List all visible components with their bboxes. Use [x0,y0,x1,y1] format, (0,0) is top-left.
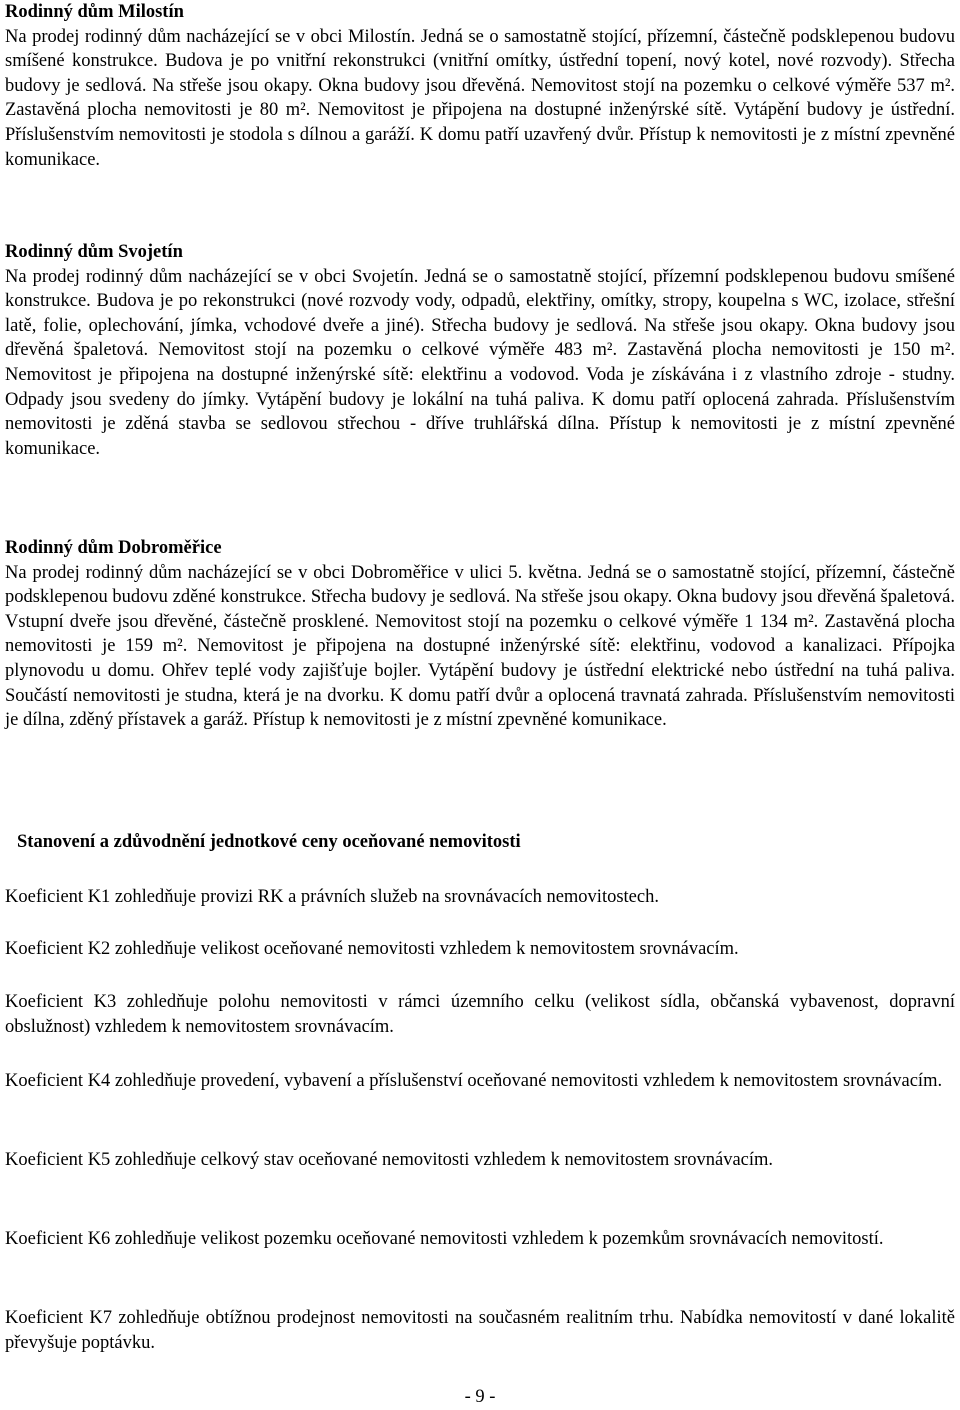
section-svojetin [5,240,955,461]
section-dobromerice [5,536,955,733]
section-body: Na prodej rodinný dům nacházející se v obci Milostín. Jedná se o samostatně stojící, přízemní, částečně podsklepenou budovu smíšené konstrukce. Budova je po vnitřní rekonstrukci (vnitřní omítky, ústřední topení, nový kotel, nové rozvody). Střecha budovy je sedlová. Na střeše jsou okapy. Okna budovy jsou dřevěná. Nemovitost stojí na pozemku o celkové výměře 537 m². Zastavěná plocha nemovitosti je 80 m². Nemovitost je připojena na dostupné inženýrské sítě. Vytápění budovy je ústřední. Příslušenstvím nemovitosti je stodola s dílnou a garáží. K domu patří uzavřený dvůr. Přístup k nemovitosti je z místní zpevněné komunikace. [5,26,955,170]
section-milostin [5,0,955,172]
pricing-heading: Stanovení a zdůvodnění jednotkové ceny oceňované nemovitosti [17,832,521,852]
coefficient-k4: Koeficient K4 zohledňuje provedení, vybavení a příslušenství oceňované nemovitosti vzhledem k nemovitostem srovnávacím. [5,1071,943,1091]
coefficient-k2: Koeficient K2 zohledňuje velikost oceňované nemovitosti vzhledem k nemovitostem srovnávacím. [5,939,739,959]
section-body: Na prodej rodinný dům nacházející se v obci Dobroměřice v ulici 5. května. Jedná se o samostatně stojící, přízemní, částečně podsklepenou budovu zděné konstrukce. Střecha budovy je sedlová. Na střeše jsou okapy. Okna budovy jsou dřevěná špaletová. Vstupní dveře jsou dřevěné, částečně prosklené. Nemovitost stojí na pozemku o celkové výměře 1 134 m². Zastavěná plocha nemovitosti je 159 m². Nemovitost je připojena na dostupné inženýrské sítě: elektřinu, vodovod a kanalizaci. Přípojka plynovodu u domu. Ohřev teplé vody zajišťuje bojler. Vytápění budovy je ústřední elektrické nebo ústřední na tuhá paliva. Součástí nemovitosti je studna, která je na dvorku. K domu patří dvůr a oplocená travnatá zahrada. Příslušenstvím nemovitosti je dílna, zděný přístavek a garáž. Přístup k nemovitosti je z místní zpevněné komunikace. [5,562,955,731]
section-body: Na prodej rodinný dům nacházející se v obci Svojetín. Jedná se o samostatně stojící, přízemní podsklepenou budovu smíšené konstrukce. Budova je po rekonstrukci (nové rozvody vody, odpadů, elektřiny, omítky, stropy, koupelna s WC, izolace, střešní latě, folie, oplechování, jímka, vchodové dveře a jiné). Střecha budovy je sedlová. Na střeše jsou okapy. Okna budovy jsou dřevěná špaletová. Nemovitost stojí na pozemku o celkové výměře 483 m². Zastavěná plocha nemovitosti je 150 m². Nemovitost je připojena na dostupné inženýrské sítě: elektřinu a vodovod. Voda je získávána i z vlastního zdroje - studny. Odpady jsou svedeny do jímky. Vytápění budovy je lokální na tuhá paliva. K domu patří oplocená zahrada. Příslušenstvím nemovitosti je zděná stavba se sedlovou střechou - dříve truhlářská dílna. Přístup k nemovitosti je z místní zpevněné komunikace. [5,266,955,459]
section-title: Rodinný dům Svojetín [5,242,183,262]
section-title: Rodinný dům Milostín [5,2,184,22]
coefficient-k3: Koeficient K3 zohledňuje polohu nemovitosti v rámci územního celku (velikost sídla, občanská vybavenost, dopravní obslužnost) vzhledem k nemovitostem srovnávacím. [5,992,955,1037]
coefficient-k6: Koeficient K6 zohledňuje velikost pozemku oceňované nemovitosti vzhledem k pozemkům srovnávacích nemovitostí. [5,1229,884,1249]
coefficient-k5: Koeficient K5 zohledňuje celkový stav oceňované nemovitosti vzhledem k nemovitostem srovnávacím. [5,1150,774,1170]
coefficient-k7: Koeficient K7 zohledňuje obtížnou prodejnost nemovitosti na současném realitním trhu. Nabídka nemovitostí v dané lokalitě převyšuje poptávku. [5,1308,955,1353]
page-number: - 9 - [464,1387,496,1407]
coefficient-k1: Koeficient K1 zohledňuje provizi RK a právních služeb na srovnávacích nemovitostech. [5,887,659,907]
section-title: Rodinný dům Dobroměřice [5,538,222,558]
